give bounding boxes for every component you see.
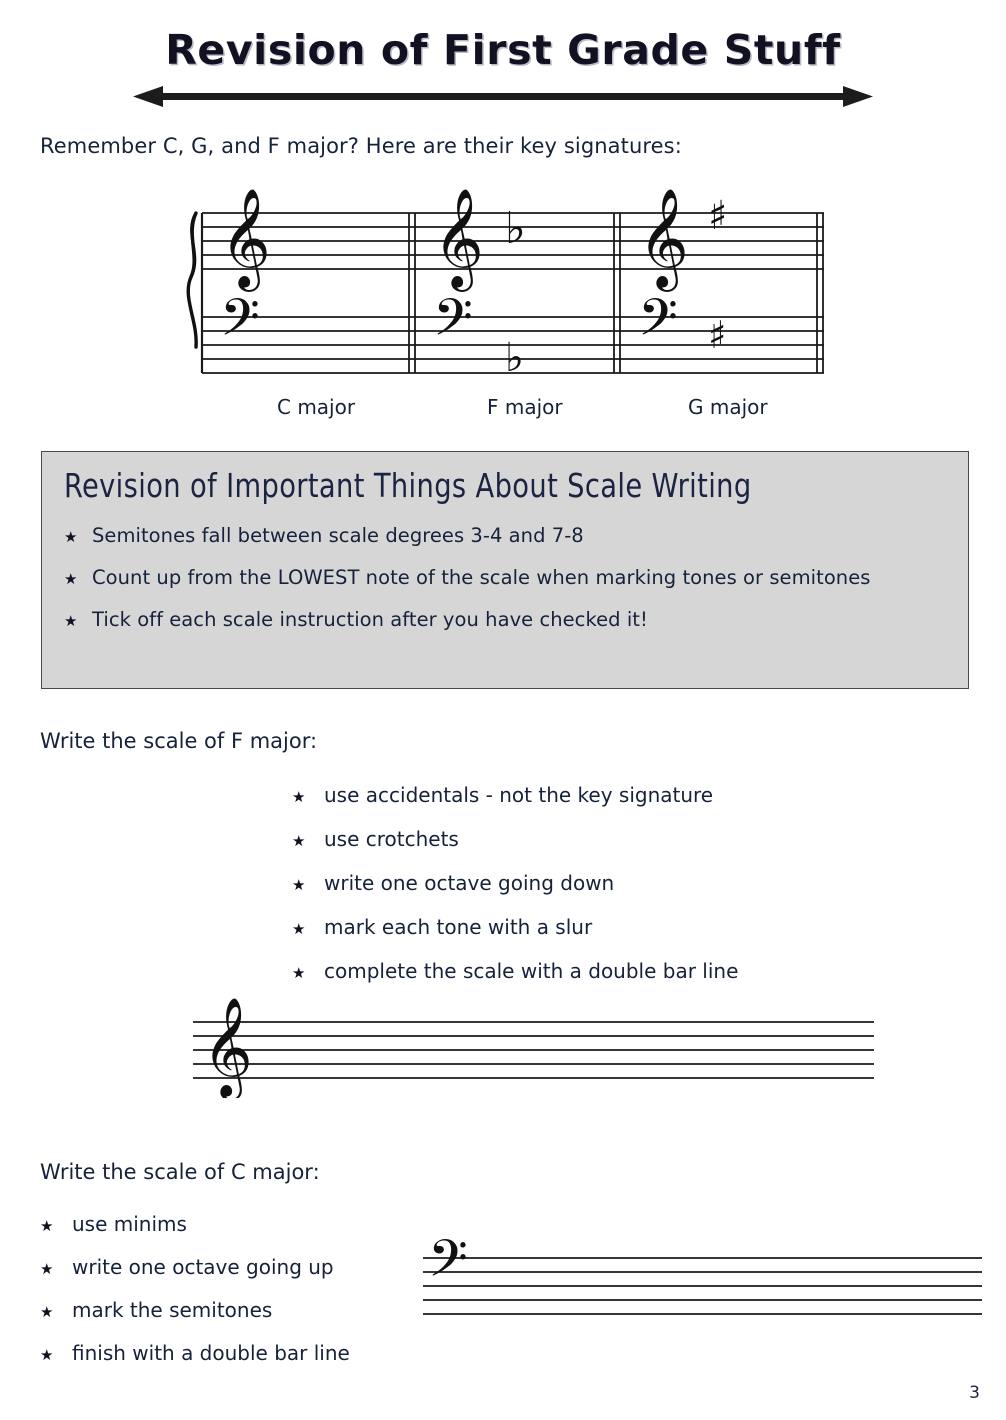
f-major-instruction-list — [292, 783, 852, 1003]
list-item — [64, 608, 946, 631]
key-signature-grand-staff — [180, 185, 840, 385]
f-major-prompt: Write the scale of F major: — [40, 729, 318, 753]
c-major-prompt: Write the scale of C major: — [40, 1160, 320, 1184]
scale-writing-info-box — [41, 451, 969, 689]
star-bullet-icon: ★ — [292, 788, 306, 806]
bass-clef-icon: 𝄢 — [433, 287, 473, 360]
flat-accidental-icon: ♭ — [505, 335, 524, 381]
list-item-label: use accidentals - not the key signature — [324, 783, 714, 807]
star-bullet-icon: ★ — [40, 1346, 54, 1364]
star-bullet-icon: ★ — [40, 1217, 54, 1235]
grand-staff-brace-icon — [188, 213, 196, 347]
intro-text: Remember C, G, and F major? Here are their key signatures: — [40, 134, 682, 158]
treble-clef-icon: 𝄞 — [638, 188, 689, 288]
list-item-label: finish with a double bar line — [72, 1341, 350, 1365]
f-major-answer-staff[interactable] — [190, 998, 880, 1098]
list-item-label: write one octave going up — [72, 1255, 334, 1279]
list-item — [292, 915, 852, 939]
flat-accidental-icon: ♭ — [505, 203, 526, 254]
bass-clef-icon: 𝄢 — [638, 287, 678, 360]
page-title: Revision of First Grade Stuff — [165, 26, 841, 74]
list-item-label: Count up from the LOWEST note of the scale when marking tones or semitones — [92, 566, 871, 589]
list-item-label: use minims — [72, 1212, 187, 1236]
list-item — [40, 1212, 410, 1236]
treble-clef-icon: 𝄞 — [202, 998, 253, 1097]
list-item-label: complete the scale with a double bar line — [324, 959, 739, 983]
treble-clef-icon: 𝄞 — [220, 188, 271, 288]
list-item — [40, 1298, 410, 1322]
star-bullet-icon: ★ — [64, 612, 78, 630]
star-bullet-icon: ★ — [40, 1260, 54, 1278]
list-item — [292, 959, 852, 983]
bass-clef-icon: 𝄢 — [220, 287, 260, 360]
sharp-accidental-icon: ♯ — [708, 313, 727, 357]
c-major-instruction-list — [40, 1212, 410, 1384]
key-signature-label-c-major: C major — [277, 395, 356, 419]
bass-clef-icon: 𝄢 — [428, 1236, 468, 1301]
star-bullet-icon: ★ — [40, 1303, 54, 1321]
star-bullet-icon: ★ — [64, 570, 78, 588]
star-bullet-icon: ★ — [292, 832, 306, 850]
list-item-label: mark each tone with a slur — [324, 915, 593, 939]
star-bullet-icon: ★ — [292, 876, 306, 894]
info-box-heading: Revision of Important Things About Scale Writing — [64, 466, 752, 505]
list-item — [40, 1255, 410, 1279]
list-item-label: Tick off each scale instruction after you have checked it! — [92, 608, 648, 631]
list-item-label: Semitones fall between scale degrees 3-4 and 7-8 — [92, 524, 584, 547]
key-signature-label-f-major: F major — [487, 395, 563, 419]
list-item-label: use crotchets — [324, 827, 459, 851]
page-number: 3 — [969, 1383, 980, 1403]
list-item — [292, 871, 852, 895]
key-signature-label-g-major: G major — [688, 395, 768, 419]
info-box-list — [64, 524, 946, 631]
double-headed-arrow-icon — [133, 80, 873, 114]
list-item — [40, 1341, 410, 1365]
list-item — [64, 524, 946, 547]
star-bullet-icon: ★ — [64, 528, 78, 546]
star-bullet-icon: ★ — [292, 920, 306, 938]
sharp-accidental-icon: ♯ — [708, 193, 728, 239]
c-major-answer-staff[interactable] — [420, 1236, 986, 1326]
list-item-label: write one octave going down — [324, 871, 615, 895]
list-item — [292, 827, 852, 851]
treble-clef-icon: 𝄞 — [433, 188, 484, 288]
list-item — [64, 566, 946, 589]
list-item-label: mark the semitones — [72, 1298, 273, 1322]
star-bullet-icon: ★ — [292, 964, 306, 982]
list-item — [292, 783, 852, 807]
